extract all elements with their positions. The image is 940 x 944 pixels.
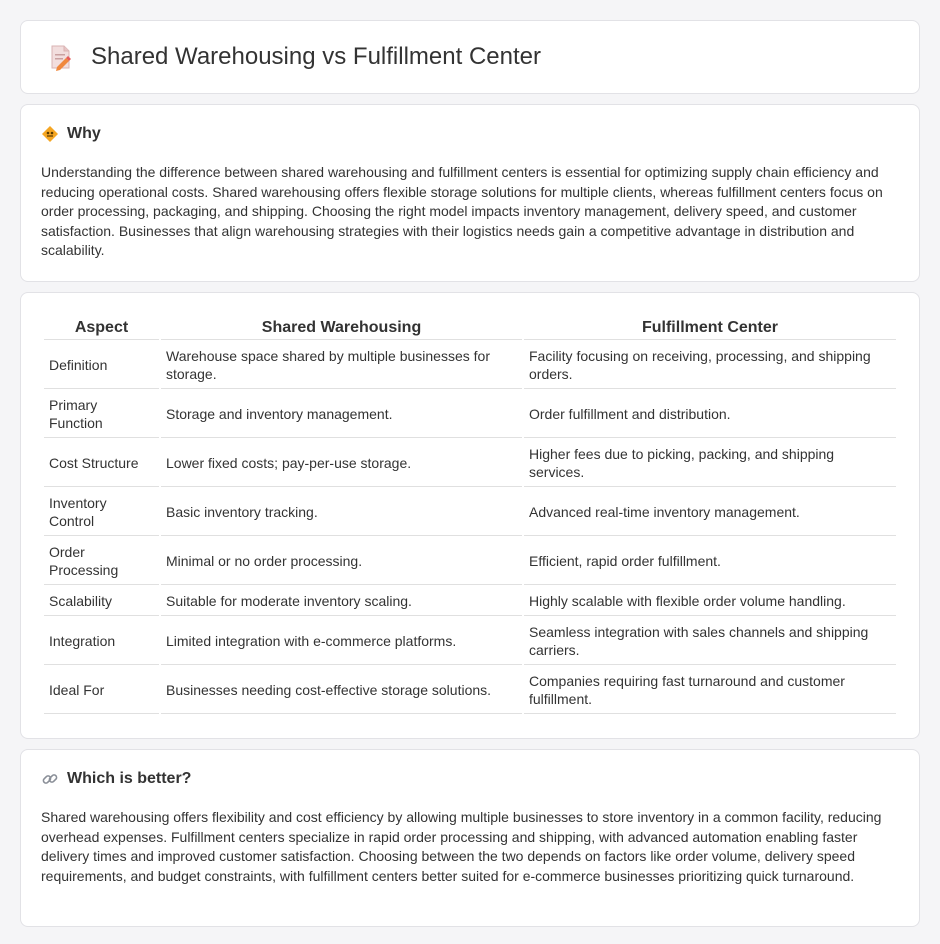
comparison-table	[42, 313, 898, 716]
fulfillment-cell: Facility focusing on receiving, processing, and shipping orders.	[524, 342, 896, 389]
shared-cell: Warehouse space shared by multiple businesses for storage.	[161, 342, 522, 389]
which-heading: Which is better?	[67, 770, 192, 787]
fulfillment-cell: Efficient, rapid order fulfillment.	[524, 538, 896, 585]
table-row	[44, 538, 896, 585]
table-row	[44, 391, 896, 438]
title-card	[20, 20, 920, 94]
fulfillment-cell: Higher fees due to picking, packing, and shipping services.	[524, 440, 896, 487]
warning-sign-icon	[41, 125, 59, 143]
shared-cell: Businesses needing cost-effective storage solutions.	[161, 667, 522, 714]
table-row	[44, 667, 896, 714]
link-icon	[41, 770, 59, 788]
comparison-table-card	[20, 292, 920, 739]
aspect-cell: Inventory Control	[44, 489, 159, 536]
fulfillment-cell: Advanced real-time inventory management.	[524, 489, 896, 536]
shared-cell: Minimal or no order processing.	[161, 538, 522, 585]
table-row	[44, 489, 896, 536]
page-title: Shared Warehousing vs Fulfillment Center	[91, 43, 541, 70]
header-aspect: Aspect	[44, 315, 159, 340]
fulfillment-cell: Seamless integration with sales channels and shipping carriers.	[524, 618, 896, 665]
aspect-cell: Cost Structure	[44, 440, 159, 487]
shared-cell: Suitable for moderate inventory scaling.	[161, 587, 522, 616]
shared-cell: Lower fixed costs; pay-per-use storage.	[161, 440, 522, 487]
header-shared-warehousing: Shared Warehousing	[161, 315, 522, 340]
header-fulfillment-center: Fulfillment Center	[524, 315, 896, 340]
why-heading: Why	[67, 125, 101, 142]
fulfillment-cell: Companies requiring fast turnaround and customer fulfillment.	[524, 667, 896, 714]
shared-cell: Storage and inventory management.	[161, 391, 522, 438]
aspect-cell: Scalability	[44, 587, 159, 616]
fulfillment-cell: Order fulfillment and distribution.	[524, 391, 896, 438]
aspect-cell: Ideal For	[44, 667, 159, 714]
table-header-row	[44, 315, 896, 340]
table-row	[44, 440, 896, 487]
which-body: Shared warehousing offers flexibility and cost efficiency by allowing multiple businesses to store inventory in a common facility, reducing overhead expenses. Fulfillment centers specialize in rapid order processing and shipping, with advanced automation enabling faster delivery times and improved customer satisfaction. Choosing between the two depends on factors like order volume, delivery speed requirements, and budget constraints, with fulfillment centers better suited for e-commerce businesses prioritizing quick turnaround.	[41, 809, 882, 884]
aspect-cell: Definition	[44, 342, 159, 389]
shared-cell: Basic inventory tracking.	[161, 489, 522, 536]
why-section	[20, 104, 920, 282]
aspect-cell: Integration	[44, 618, 159, 665]
document-pencil-icon	[45, 42, 75, 72]
table-row	[44, 342, 896, 389]
aspect-cell: Primary Function	[44, 391, 159, 438]
fulfillment-cell: Highly scalable with flexible order volume handling.	[524, 587, 896, 616]
shared-cell: Limited integration with e-commerce platforms.	[161, 618, 522, 665]
table-row	[44, 587, 896, 616]
why-body: Understanding the difference between shared warehousing and fulfillment centers is essential for optimizing supply chain efficiency and reducing operational costs. Shared warehousing offers flexible storage solutions for multiple clients, whereas fulfillment centers focus on order processing, packaging, and shipping. Choosing the right model impacts inventory management, delivery speed, and customer satisfaction. Businesses that align warehousing strategies with their logistics needs gain a competitive advantage in distribution and scalability.	[41, 164, 883, 259]
which-section	[20, 749, 920, 927]
aspect-cell: Order Processing	[44, 538, 159, 585]
table-row	[44, 618, 896, 665]
